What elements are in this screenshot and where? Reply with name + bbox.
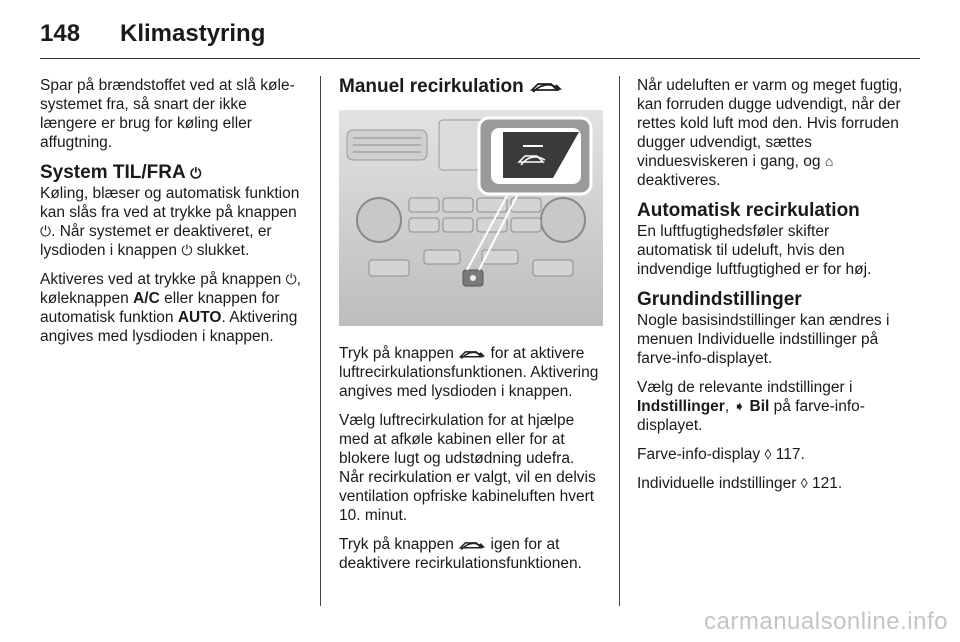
select-settings-paragraph: Vælg de relevante indstillinger i Indstillinger, ➧ Bil på farve-info-displayet. bbox=[637, 379, 865, 434]
section-title-system bbox=[40, 162, 306, 184]
page-number: 148 bbox=[40, 20, 81, 47]
text-span: Farve-info-display bbox=[637, 446, 761, 463]
recirculation-icon bbox=[529, 77, 563, 95]
text-span: Vælg de relevante indstillinger i bbox=[637, 379, 853, 396]
manual-paragraph-3 bbox=[339, 535, 603, 573]
power-icon: ⏻ bbox=[181, 242, 193, 258]
text-span: . Når systemet er deaktiveret, er lysdioden i knappen bbox=[40, 223, 272, 259]
text-span: for at aktivere luftrecirkulationsfunktionen. Aktivering angives med lysdioden i knappen. bbox=[339, 345, 599, 400]
arrow-icon: ➧ bbox=[733, 398, 746, 414]
recirculation-icon bbox=[458, 537, 486, 552]
power-icon: ⏻ bbox=[190, 165, 202, 181]
dashboard-illustration bbox=[339, 110, 603, 326]
automatic-recirculation-body: En luftfugtighedsføler skifter automatisk til udeluft, hvis den indvendige luftfugtighed er for høj. bbox=[637, 223, 872, 278]
section-title-system-text: System TIL/FRA bbox=[40, 162, 185, 183]
manual-paragraph-2: Vælg luftrecirkulation for at hjælpe med at afkøle kabinen eller for at blokere lugt og udstødning udefra. Når recirkulation er valgt, vil en delvis ventilation opfriske kabineluften hvert 10. minut. bbox=[339, 412, 596, 524]
column-3 bbox=[637, 76, 903, 503]
text-span: på farve-info-displayet. bbox=[637, 398, 865, 434]
page-header bbox=[40, 10, 920, 58]
system-paragraph-1 bbox=[40, 184, 306, 260]
page-title: Klimastyring bbox=[120, 20, 266, 47]
text-span: Når udeluften er varm og meget fugtig, kan forruden dugge udvendigt, når der rettes kold luft mod den. Hvis forruden dugger udvendigt, sættes vinduesviskeren i gang, og bbox=[637, 77, 903, 170]
text-span: . Aktivering angives med lysdioden i knappen. bbox=[40, 309, 298, 345]
section-title-manual-recirculation-text: Manuel recirkulation bbox=[339, 76, 524, 97]
intro-paragraph: Spar på brændstoffet ved at slå køle-systemet fra, så snart der ikke længere er brug for køling eller affugtning. bbox=[40, 77, 295, 151]
text-span: eller knappen for automatisk funktion bbox=[40, 290, 280, 326]
windshield-wiper-icon: ⌂ bbox=[824, 153, 834, 169]
column-1 bbox=[40, 76, 306, 356]
page-reference[interactable]: 117. bbox=[775, 446, 805, 463]
manual-paragraph-1 bbox=[339, 344, 603, 401]
ac-label: A/C bbox=[133, 290, 160, 307]
settings-label: Indstillinger bbox=[637, 398, 725, 415]
car-label: Bil bbox=[749, 398, 770, 415]
auto-label: AUTO bbox=[177, 309, 222, 326]
page-reference-icon: ◊ bbox=[800, 475, 808, 491]
column-divider-2 bbox=[619, 76, 620, 606]
system-paragraph-2 bbox=[40, 270, 306, 346]
power-icon: ⏻ bbox=[40, 223, 52, 239]
page-reference-icon: ◊ bbox=[764, 446, 772, 462]
climate-control-photo bbox=[339, 110, 603, 326]
watermark: carmanualsonline.info bbox=[704, 608, 948, 635]
text-span: igen for at deaktivere recirkulationsfunktionen. bbox=[339, 536, 582, 572]
text-span: deaktiveres. bbox=[637, 172, 721, 189]
text-span: slukket. bbox=[196, 242, 250, 259]
recirculation-icon bbox=[458, 346, 486, 361]
text-span: Tryk på knappen bbox=[339, 345, 454, 362]
basic-settings-body: Nogle basisindstillinger kan ændres i menuen Individuelle indstillinger på farve-info-displayet. bbox=[637, 312, 890, 367]
section-title-basic-settings: Grundindstillinger bbox=[637, 289, 802, 310]
section-title-manual-recirculation bbox=[339, 76, 603, 98]
column-divider-1 bbox=[320, 76, 321, 606]
humidity-paragraph bbox=[637, 76, 903, 190]
text-span: Individuelle indstillinger bbox=[637, 475, 797, 492]
page-reference[interactable]: 121. bbox=[811, 475, 843, 492]
power-icon: ⏻ bbox=[285, 271, 297, 287]
section-title-automatic-recirculation: Automatisk recirkulation bbox=[637, 200, 860, 221]
text-span: Tryk på knappen bbox=[339, 536, 454, 553]
column-2 bbox=[339, 76, 603, 583]
text-span: , køleknappen bbox=[40, 271, 301, 307]
text-span: Aktiveres ved at trykke på knappen bbox=[40, 271, 282, 288]
text-span: Køling, blæser og automatisk funktion kan slås fra ved at trykke på knappen bbox=[40, 185, 300, 221]
reference-color-info-display bbox=[637, 445, 903, 464]
header-rule bbox=[40, 58, 920, 59]
reference-individual-settings bbox=[637, 474, 903, 493]
